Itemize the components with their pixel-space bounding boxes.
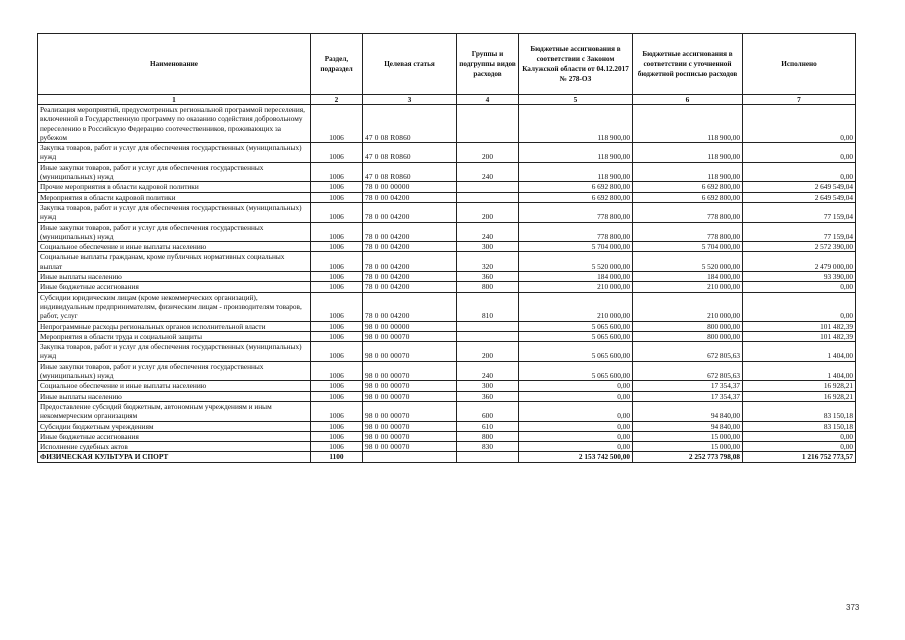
- row-target: 78 0 00 04200: [363, 202, 457, 222]
- row-group: 200: [457, 202, 519, 222]
- row-executed-amount: 16 928,21: [743, 381, 856, 391]
- row-refined-amount: 778 800,00: [633, 222, 743, 242]
- row-executed-amount: 93 390,00: [743, 272, 856, 282]
- row-name: Иные выплаты населению: [38, 391, 311, 401]
- row-executed-amount: 1 216 752 773,57: [743, 452, 856, 462]
- row-law-amount: 0,00: [519, 381, 633, 391]
- row-target: 47 0 08 R0860: [363, 105, 457, 143]
- table-row: [38, 361, 856, 381]
- row-refined-amount: 15 000,00: [633, 442, 743, 452]
- row-group: 240: [457, 162, 519, 182]
- header-law: Бюджетные ассигнования в соответствии с Законом Калужской области от 04.12.2017 № 278-ОЗ: [519, 34, 633, 95]
- row-group: 300: [457, 381, 519, 391]
- row-group: 610: [457, 421, 519, 431]
- row-executed-amount: 1 404,00: [743, 342, 856, 362]
- row-group: 810: [457, 292, 519, 321]
- row-executed-amount: 0,00: [743, 282, 856, 292]
- column-number: 3: [363, 95, 457, 105]
- row-name: Мероприятия в области кадровой политики: [38, 192, 311, 202]
- row-refined-amount: 778 800,00: [633, 202, 743, 222]
- row-target: 98 0 00 00070: [363, 391, 457, 401]
- row-target: 98 0 00 00070: [363, 431, 457, 441]
- row-law-amount: 5 704 000,00: [519, 242, 633, 252]
- row-section: 1006: [311, 162, 363, 182]
- header-row: [38, 34, 856, 95]
- row-refined-amount: 118 900,00: [633, 162, 743, 182]
- row-target: 78 0 00 04200: [363, 292, 457, 321]
- row-section: 1006: [311, 282, 363, 292]
- row-executed-amount: 0,00: [743, 442, 856, 452]
- row-refined-amount: 17 354,37: [633, 381, 743, 391]
- table-row: [38, 381, 856, 391]
- row-group: 360: [457, 272, 519, 282]
- row-section: 1006: [311, 182, 363, 192]
- row-law-amount: 778 800,00: [519, 202, 633, 222]
- table-row: [38, 192, 856, 202]
- table-row: [38, 105, 856, 143]
- row-refined-amount: 94 840,00: [633, 401, 743, 421]
- row-name: Иные закупки товаров, работ и услуг для обеспечения государственных (муниципальных) нужд: [38, 162, 311, 182]
- row-law-amount: 118 900,00: [519, 105, 633, 143]
- row-name: Социальное обеспечение и иные выплаты населению: [38, 242, 311, 252]
- table-row: [38, 342, 856, 362]
- row-refined-amount: 210 000,00: [633, 282, 743, 292]
- row-section: 1006: [311, 252, 363, 272]
- row-target: 78 0 00 04200: [363, 242, 457, 252]
- header-executed: Исполнено: [743, 34, 856, 95]
- row-law-amount: 0,00: [519, 401, 633, 421]
- row-refined-amount: 210 000,00: [633, 292, 743, 321]
- row-executed-amount: 1 404,00: [743, 361, 856, 381]
- row-name: Иные закупки товаров, работ и услуг для обеспечения государственных (муниципальных) нужд: [38, 222, 311, 242]
- row-target: 78 0 00 04200: [363, 272, 457, 282]
- row-law-amount: 5 520 000,00: [519, 252, 633, 272]
- row-name: Предоставление субсидий бюджетным, автономным учреждениям и иным некоммерческим организациям: [38, 401, 311, 421]
- table-row: [38, 442, 856, 452]
- table-row: [38, 143, 856, 163]
- row-target: 47 0 08 R0860: [363, 162, 457, 182]
- row-group: [457, 331, 519, 341]
- row-name: Закупка товаров, работ и услуг для обеспечения государственных (муниципальных) нужд: [38, 143, 311, 163]
- row-law-amount: 118 900,00: [519, 162, 633, 182]
- row-section: 1006: [311, 143, 363, 163]
- row-section: 1006: [311, 421, 363, 431]
- row-name: Иные бюджетные ассигнования: [38, 431, 311, 441]
- row-target: 78 0 00 00000: [363, 182, 457, 192]
- row-executed-amount: 0,00: [743, 143, 856, 163]
- row-group: 600: [457, 401, 519, 421]
- row-group: 200: [457, 143, 519, 163]
- row-section: 1006: [311, 331, 363, 341]
- row-refined-amount: 6 692 800,00: [633, 182, 743, 192]
- row-group: 240: [457, 222, 519, 242]
- row-refined-amount: 94 840,00: [633, 421, 743, 431]
- table-row: [38, 222, 856, 242]
- row-name: Иные бюджетные ассигнования: [38, 282, 311, 292]
- row-name: Непрограммные расходы региональных органов исполнительной власти: [38, 321, 311, 331]
- row-section: 1006: [311, 381, 363, 391]
- row-executed-amount: 101 482,39: [743, 321, 856, 331]
- row-group: [457, 452, 519, 462]
- row-refined-amount: 118 900,00: [633, 143, 743, 163]
- header-groups: Группы и подгруппы видов расходов: [457, 34, 519, 95]
- row-group: 360: [457, 391, 519, 401]
- row-group: [457, 105, 519, 143]
- row-target: 98 0 00 00070: [363, 442, 457, 452]
- table-row: [38, 252, 856, 272]
- row-law-amount: 210 000,00: [519, 292, 633, 321]
- row-group: [457, 182, 519, 192]
- row-law-amount: 0,00: [519, 442, 633, 452]
- row-section: 1006: [311, 321, 363, 331]
- row-refined-amount: 184 000,00: [633, 272, 743, 282]
- table-row: [38, 162, 856, 182]
- row-refined-amount: 118 900,00: [633, 105, 743, 143]
- row-executed-amount: 2 479 000,00: [743, 252, 856, 272]
- table-row: [38, 331, 856, 341]
- row-section: 1006: [311, 431, 363, 441]
- row-section: 1006: [311, 242, 363, 252]
- row-executed-amount: 0,00: [743, 162, 856, 182]
- column-number: 7: [743, 95, 856, 105]
- row-executed-amount: 83 150,18: [743, 421, 856, 431]
- row-executed-amount: 77 159,04: [743, 202, 856, 222]
- row-law-amount: 6 692 800,00: [519, 192, 633, 202]
- row-law-amount: 5 065 600,00: [519, 361, 633, 381]
- row-law-amount: 118 900,00: [519, 143, 633, 163]
- row-group: [457, 192, 519, 202]
- table-row: [38, 431, 856, 441]
- row-name: Субсидии юридическим лицам (кроме некоммерческих организаций), индивидуальным предпринимателям, физическим лицам - производителям товаров, работ, услуг: [38, 292, 311, 321]
- column-number-row: [38, 95, 856, 105]
- table-row: [38, 182, 856, 192]
- row-executed-amount: 0,00: [743, 292, 856, 321]
- row-group: 200: [457, 342, 519, 362]
- row-name: Закупка товаров, работ и услуг для обеспечения государственных (муниципальных) нужд: [38, 202, 311, 222]
- row-law-amount: 5 065 600,00: [519, 331, 633, 341]
- row-refined-amount: 672 805,63: [633, 361, 743, 381]
- row-section: 1006: [311, 222, 363, 242]
- column-number: 6: [633, 95, 743, 105]
- row-target: 78 0 00 04200: [363, 222, 457, 242]
- row-group: 320: [457, 252, 519, 272]
- row-group: 830: [457, 442, 519, 452]
- row-group: 800: [457, 431, 519, 441]
- row-executed-amount: 16 928,21: [743, 391, 856, 401]
- row-name: Иные закупки товаров, работ и услуг для обеспечения государственных (муниципальных) нужд: [38, 361, 311, 381]
- row-group: [457, 321, 519, 331]
- row-executed-amount: 2 572 390,00: [743, 242, 856, 252]
- row-name: Иные выплаты населению: [38, 272, 311, 282]
- table-row: [38, 282, 856, 292]
- row-name: Реализация мероприятий, предусмотренных региональной программой переселения, включенной в Государственную программу по оказанию содействия добровольному переселению в Российскую Федерацию соотечественников, проживающих за рубежом: [38, 105, 311, 143]
- row-group: 300: [457, 242, 519, 252]
- row-section: 1006: [311, 391, 363, 401]
- row-target: 98 0 00 00070: [363, 381, 457, 391]
- row-target: 98 0 00 00070: [363, 421, 457, 431]
- row-target: 98 0 00 00070: [363, 342, 457, 362]
- row-name: Исполнение судебных актов: [38, 442, 311, 452]
- table-row: [38, 391, 856, 401]
- row-executed-amount: 0,00: [743, 431, 856, 441]
- header-name: Наименование: [38, 34, 311, 95]
- row-law-amount: 2 153 742 500,00: [519, 452, 633, 462]
- row-section: 1006: [311, 342, 363, 362]
- row-law-amount: 0,00: [519, 391, 633, 401]
- row-name: Субсидии бюджетным учреждениям: [38, 421, 311, 431]
- row-law-amount: 210 000,00: [519, 282, 633, 292]
- column-number: 1: [38, 95, 311, 105]
- table-row: [38, 401, 856, 421]
- row-target: 78 0 00 04200: [363, 192, 457, 202]
- row-target: 78 0 00 04200: [363, 252, 457, 272]
- row-executed-amount: 2 649 549,04: [743, 192, 856, 202]
- row-target: 98 0 00 00070: [363, 331, 457, 341]
- row-law-amount: 184 000,00: [519, 272, 633, 282]
- row-law-amount: 0,00: [519, 431, 633, 441]
- row-target: 98 0 00 00070: [363, 401, 457, 421]
- row-law-amount: 6 692 800,00: [519, 182, 633, 192]
- row-section: 1006: [311, 442, 363, 452]
- row-executed-amount: 77 159,04: [743, 222, 856, 242]
- row-law-amount: 0,00: [519, 421, 633, 431]
- row-group: 800: [457, 282, 519, 292]
- row-refined-amount: 672 805,63: [633, 342, 743, 362]
- table-row: [38, 452, 856, 462]
- row-refined-amount: 800 000,00: [633, 331, 743, 341]
- row-law-amount: 5 065 600,00: [519, 342, 633, 362]
- header-refined: Бюджетные ассигнования в соответствии с уточненной бюджетной росписью расходов: [633, 34, 743, 95]
- row-section: 1006: [311, 192, 363, 202]
- row-refined-amount: 5 704 000,00: [633, 242, 743, 252]
- row-name: ФИЗИЧЕСКАЯ КУЛЬТУРА И СПОРТ: [38, 452, 311, 462]
- row-group: 240: [457, 361, 519, 381]
- table-row: [38, 292, 856, 321]
- row-refined-amount: 800 000,00: [633, 321, 743, 331]
- row-refined-amount: 17 354,37: [633, 391, 743, 401]
- row-executed-amount: 2 649 549,04: [743, 182, 856, 192]
- row-executed-amount: 83 150,18: [743, 401, 856, 421]
- row-name: Социальное обеспечение и иные выплаты населению: [38, 381, 311, 391]
- row-section: 1006: [311, 202, 363, 222]
- column-number: 4: [457, 95, 519, 105]
- page-number: 373: [846, 603, 860, 612]
- row-executed-amount: 0,00: [743, 105, 856, 143]
- budget-table: [37, 33, 856, 463]
- table-row: [38, 272, 856, 282]
- row-refined-amount: 5 520 000,00: [633, 252, 743, 272]
- row-name: Закупка товаров, работ и услуг для обеспечения государственных (муниципальных) нужд: [38, 342, 311, 362]
- table-row: [38, 202, 856, 222]
- row-target: 98 0 00 00070: [363, 361, 457, 381]
- row-law-amount: 5 065 600,00: [519, 321, 633, 331]
- column-number: 5: [519, 95, 633, 105]
- row-target: [363, 452, 457, 462]
- row-refined-amount: 15 000,00: [633, 431, 743, 441]
- row-section: 1006: [311, 105, 363, 143]
- header-target: Целевая статья: [363, 34, 457, 95]
- table-row: [38, 321, 856, 331]
- row-target: 98 0 00 00000: [363, 321, 457, 331]
- row-name: Мероприятия в области труда и социальной защиты: [38, 331, 311, 341]
- row-refined-amount: 6 692 800,00: [633, 192, 743, 202]
- row-section: 1006: [311, 361, 363, 381]
- column-number: 2: [311, 95, 363, 105]
- row-section: 1006: [311, 272, 363, 282]
- row-section: 1006: [311, 401, 363, 421]
- row-executed-amount: 101 482,39: [743, 331, 856, 341]
- table-row: [38, 421, 856, 431]
- header-section: Раздел, подраздел: [311, 34, 363, 95]
- row-section: 1100: [311, 452, 363, 462]
- row-target: 47 0 08 R0860: [363, 143, 457, 163]
- row-target: 78 0 00 04200: [363, 282, 457, 292]
- row-refined-amount: 2 252 773 798,08: [633, 452, 743, 462]
- row-name: Прочие мероприятия в области кадровой политики: [38, 182, 311, 192]
- row-section: 1006: [311, 292, 363, 321]
- row-law-amount: 778 800,00: [519, 222, 633, 242]
- row-name: Социальные выплаты гражданам, кроме публичных нормативных социальных выплат: [38, 252, 311, 272]
- table-row: [38, 242, 856, 252]
